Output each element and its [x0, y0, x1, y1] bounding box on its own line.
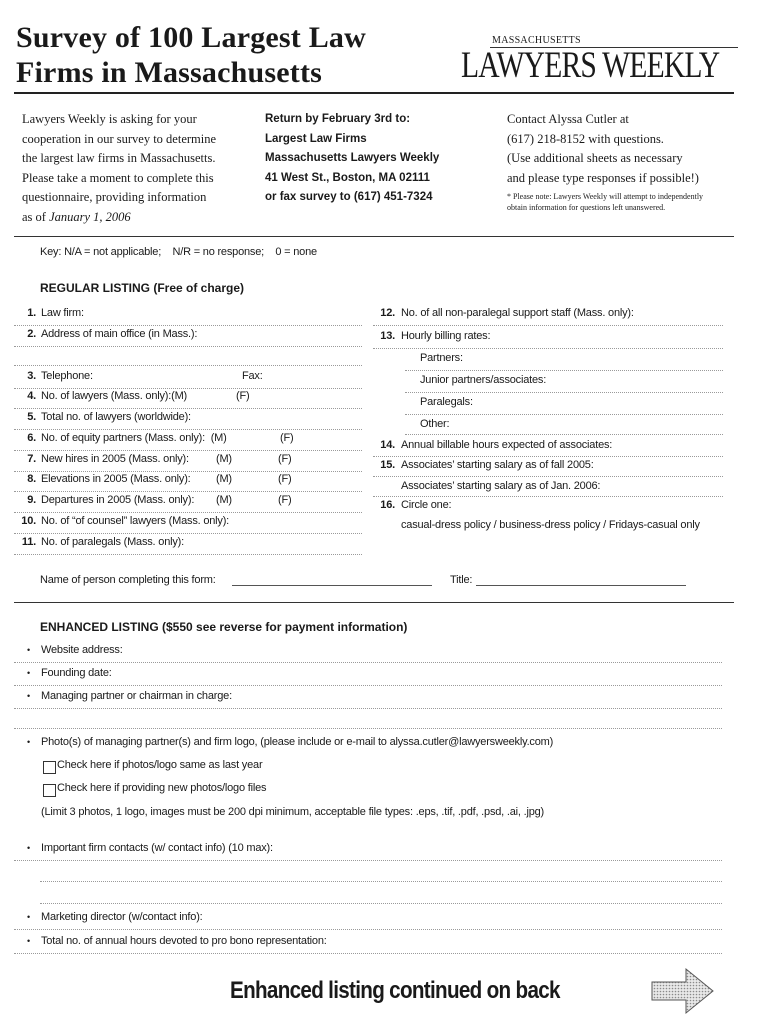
- photo-limit-note: (Limit 3 photos, 1 logo, images must be 200 dpi minimum, acceptable file types: .eps, .tif, .pdf, .psd, .ai, .jpg): [41, 806, 545, 818]
- enhanced-listing-heading: ENHANCED LISTING ($550 see reverse for payment information): [40, 620, 408, 634]
- firm-contacts-field-line3[interactable]: [40, 903, 722, 904]
- return-address: Return by February 3rd to: Largest Law Firms Massachusetts Lawyers Weekly 41 West St., Boston, MA 02111 or fax survey to (617) 451-7324: [265, 113, 440, 203]
- managing-partner-field[interactable]: [14, 708, 722, 709]
- equity-partners-f-label: (F): [280, 432, 294, 444]
- paralegals-field[interactable]: [14, 554, 362, 555]
- of-counsel-field[interactable]: [14, 533, 362, 534]
- partners-label: Partners:: [420, 352, 463, 364]
- contact-info: Contact Alyssa Cutler at (617) 218-8152 with questions. (Use additional sheets as necessary and please type responses if possible!) * Please note: Lawyers Weekly will attempt to independently obtain information for questions left unanswered.: [507, 112, 704, 212]
- junior-partners-label: Junior partners/associates:: [420, 374, 547, 386]
- new-hires-field[interactable]: [14, 471, 362, 472]
- telephone-field[interactable]: [14, 388, 362, 389]
- elevations-label: Elevations in 2005 (Mass. only):: [41, 473, 191, 485]
- new-photos-checkbox[interactable]: [43, 784, 56, 797]
- address-field-line2[interactable]: [14, 365, 362, 366]
- law-firm-label: Law firm:: [41, 307, 84, 319]
- salary-fall-label: Associates’ starting salary as of fall 2005:: [401, 459, 594, 471]
- intro-divider: [14, 236, 734, 237]
- lawyers-mass-f-label: (F): [236, 390, 250, 402]
- departures-label: Departures in 2005 (Mass. only):: [41, 494, 195, 506]
- lawyers-worldwide-field[interactable]: [14, 429, 362, 430]
- paralegals-rate-field[interactable]: [405, 414, 723, 415]
- other-rate-field[interactable]: [405, 434, 723, 435]
- salary-fall-field[interactable]: [373, 476, 723, 477]
- section-divider: [14, 602, 734, 603]
- billable-hours-field[interactable]: [373, 456, 723, 457]
- paralegals-rate-label: Paralegals:: [420, 396, 473, 408]
- pro-bono-field[interactable]: [14, 953, 722, 954]
- address-field[interactable]: [14, 346, 362, 347]
- key-legend: Key: N/A = not applicable; N/R = no response; 0 = none: [40, 246, 317, 258]
- of-counsel-label: No. of “of counsel” lawyers (Mass. only):: [41, 515, 230, 527]
- right-arrow-icon: [650, 966, 716, 1016]
- logo-main-text: LAWYERS WEEKLY: [461, 45, 720, 86]
- new-photos-label: Check here if providing new photos/logo files: [57, 782, 267, 794]
- marketing-director-field[interactable]: [14, 929, 722, 930]
- header-divider: [14, 92, 734, 94]
- photos-label: Photo(s) of managing partner(s) and firm logo, (please include or e-mail to alyssa.cutler@lawyersweekly.com): [41, 736, 554, 748]
- equity-partners-field[interactable]: [14, 450, 362, 451]
- departures-field[interactable]: [14, 512, 362, 513]
- law-firm-field[interactable]: [14, 325, 362, 326]
- elevations-field[interactable]: [14, 491, 362, 492]
- website-field[interactable]: [14, 662, 722, 663]
- lawyers-worldwide-label: Total no. of lawyers (worldwide):: [41, 411, 191, 423]
- same-photos-checkbox[interactable]: [43, 761, 56, 774]
- bullet-icon: •: [27, 843, 30, 853]
- firm-contacts-label: Important firm contacts (w/ contact info) (10 max):: [41, 842, 273, 854]
- bullet-icon: •: [27, 691, 30, 701]
- marketing-director-label: Marketing director (w/contact info):: [41, 911, 203, 923]
- founding-label: Founding date:: [41, 667, 112, 679]
- lawyers-mass-label: No. of lawyers (Mass. only):(M): [41, 390, 187, 402]
- managing-partner-label: Managing partner or chairman in charge:: [41, 690, 232, 702]
- support-staff-field[interactable]: [373, 325, 723, 326]
- name-completing-label: Name of person completing this form:: [40, 574, 216, 586]
- bullet-icon: •: [27, 737, 30, 747]
- address-label: Address of main office (in Mass.):: [41, 328, 198, 340]
- bullet-icon: •: [27, 912, 30, 922]
- other-rate-label: Other:: [420, 418, 450, 430]
- dress-policy-options[interactable]: casual-dress policy / business-dress policy / Fridays-casual only: [401, 519, 700, 531]
- bullet-icon: •: [27, 936, 30, 946]
- bullet-icon: •: [27, 668, 30, 678]
- new-hires-label: New hires in 2005 (Mass. only):: [41, 453, 189, 465]
- bullet-icon: •: [27, 645, 30, 655]
- continued-on-back-text: Enhanced listing continued on back: [230, 977, 560, 1004]
- salary-jan-label: Associates’ starting salary as of Jan. 2006:: [401, 480, 601, 492]
- paralegals-label: No. of paralegals (Mass. only):: [41, 536, 184, 548]
- pro-bono-label: Total no. of annual hours devoted to pro bono representation:: [41, 935, 327, 947]
- firm-contacts-field[interactable]: [14, 860, 722, 861]
- same-photos-label: Check here if photos/logo same as last year: [57, 759, 263, 771]
- support-staff-label: No. of all non-paralegal support staff (Mass. only):: [401, 307, 634, 319]
- managing-partner-field-line2[interactable]: [14, 728, 722, 729]
- name-completing-field[interactable]: [232, 585, 432, 586]
- logo-rule: [490, 47, 738, 48]
- billing-rates-label: Hourly billing rates:: [401, 330, 491, 342]
- page-title: Survey of 100 Largest Law Firms in Massachusetts: [16, 21, 366, 89]
- fax-label: Fax:: [242, 370, 263, 382]
- salary-jan-field[interactable]: [373, 496, 723, 497]
- intro-text: Lawyers Weekly is asking for your cooperation in our survey to determine the largest law firms in Massachusetts. Please take a moment to complete this questionnaire, providing information as of January 1, 2006: [22, 112, 217, 224]
- firm-contacts-field-line2[interactable]: [40, 881, 722, 882]
- partners-field[interactable]: [405, 370, 723, 371]
- title-label: Title:: [450, 574, 473, 586]
- lawyers-mass-field[interactable]: [14, 408, 362, 409]
- regular-listing-heading: REGULAR LISTING (Free of charge): [40, 281, 245, 295]
- title-field[interactable]: [476, 585, 686, 586]
- founding-field[interactable]: [14, 685, 722, 686]
- equity-partners-label: No. of equity partners (Mass. only): (M): [41, 432, 227, 444]
- telephone-label: Telephone:: [41, 370, 93, 382]
- junior-partners-field[interactable]: [405, 392, 723, 393]
- logo-top-text: MASSACHUSETTS: [492, 35, 581, 46]
- website-label: Website address:: [41, 644, 123, 656]
- circle-one-label: Circle one:: [401, 499, 452, 511]
- billable-hours-label: Annual billable hours expected of associates:: [401, 439, 613, 451]
